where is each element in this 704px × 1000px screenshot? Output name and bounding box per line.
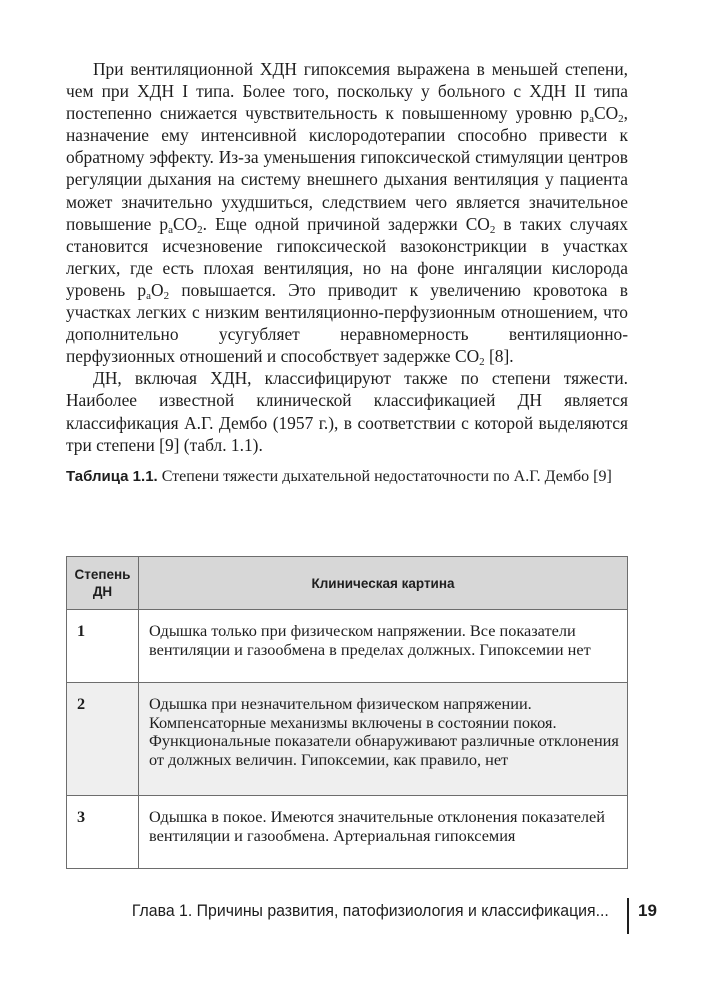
grade-cell: 3 xyxy=(67,796,139,869)
severity-table xyxy=(66,556,628,869)
page-number: 19 xyxy=(638,901,657,920)
table-row xyxy=(67,683,628,796)
header-grade: Степень ДН xyxy=(67,557,139,610)
grade-cell: 2 xyxy=(67,683,139,796)
paragraph-hypoxemia: При вентиляционной ХДН гипоксемия выражена в меньшей степени, чем при ХДН I типа. Более того, поскольку у больного с ХДН II типа постепенно снижается чувствительность к повышенному уровню $p_aCO_2$, назначение ему интенсивной кислородотерапии способно привести к обратному эффекту. Из-за уменьшения гипоксической стимуляции центров регуляции дыхания на систему внешнего дыхания вентиляция у пациента может значительно ухудшиться, следствием чего является значительное повышение $p_aCO_2$. Еще одной причиной задержки $CO_2$ в таких случаях становится исчезновение гипоксической вазоконстрикции в участках легких, где есть плохая вентиляция, но на фоне ингаляции кислорода уровень $p_aO_2$ повышается. Это приводит к увеличению кровотока в участках легких с низким вентиляционно-перфузионным отношением, что дополнительно усугубляет неравномерность вентиляционно-перфузионных отношений и способствует задержке $CO_2$ [8]. xyxy=(66,59,629,369)
footer-divider xyxy=(627,898,629,934)
table-header-row xyxy=(67,557,628,610)
running-title: Глава 1. Причины развития, патофизиология и классификация... xyxy=(132,902,609,920)
table-caption-label: Таблица 1.1. xyxy=(66,467,158,485)
description-cell: Одышка в покое. Имеются значительные отклонения показателей вентиляции и газообмена. Артериальная гипоксемия xyxy=(139,796,628,869)
grade-cell: 1 xyxy=(67,610,139,683)
page-footer xyxy=(0,898,704,938)
table-row xyxy=(67,796,628,869)
table-caption-text: Степени тяжести дыхательной недостаточности по А.Г. Дембо [9] xyxy=(157,467,612,485)
page-body xyxy=(66,58,628,487)
paragraph-classification: ДН, включая ХДН, классифицируют также по степени тяжести. Наиболее известной клинической классификацией ДН является классификация А.Г. Дембо (1957 г.), в соответствии с которой выделяются три степени [9] (табл. 1.1). xyxy=(66,368,628,455)
header-clinical-picture: Клиническая картина xyxy=(139,557,628,610)
description-cell: Одышка только при физическом напряжении. Все показатели вентиляции и газообмена в пределах должных. Гипоксемии нет xyxy=(139,610,628,683)
description-cell: Одышка при незначительном физическом напряжении. Компенсаторные механизмы включены в состоянии покоя. Функциональные показатели обнаруживают различные отклонения от должных величин. Гипоксемии, как правило, нет xyxy=(139,683,628,796)
table-row xyxy=(67,610,628,683)
table-caption xyxy=(66,467,628,487)
